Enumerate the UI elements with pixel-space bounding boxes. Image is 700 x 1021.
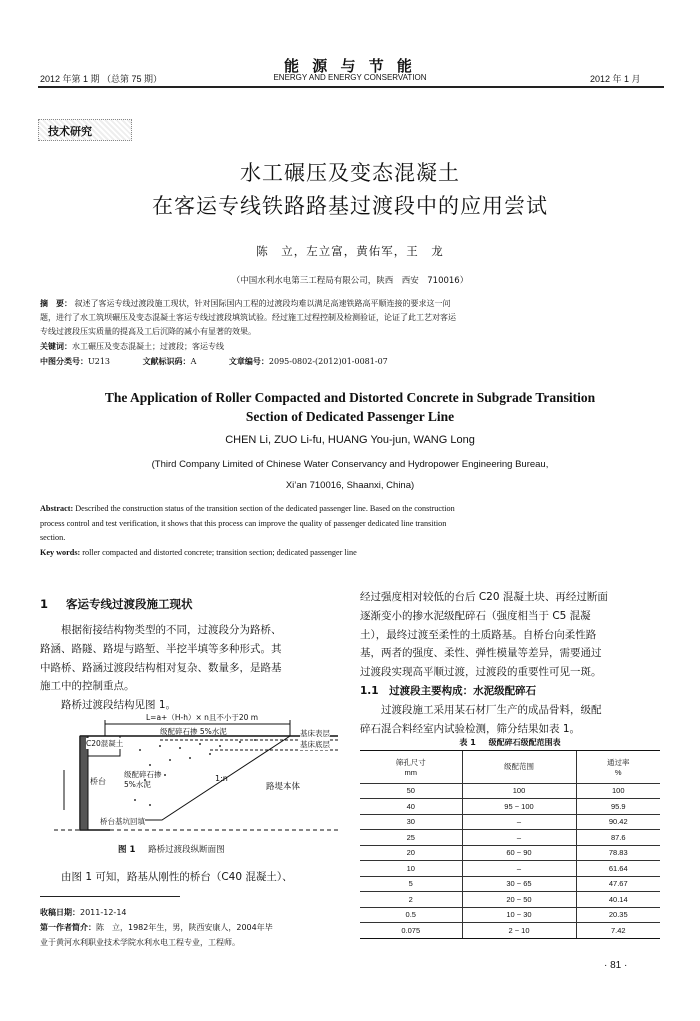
cell: – (462, 861, 576, 877)
table-1-caption (360, 737, 660, 748)
cell: – (462, 814, 576, 830)
text-line: 路桥过渡段结构见图 1。 (61, 699, 177, 712)
table-caption-title: 级配碎石级配范围表 (488, 738, 561, 747)
cell: 95 ~ 100 (462, 799, 576, 815)
subgrade-top-label: 基床表层 (300, 729, 330, 738)
authors-en: CHEN Li, ZUO Li-fu, HUANG You-jun, WANG Long (225, 434, 475, 446)
table-row (360, 876, 660, 892)
cell: 50 (360, 783, 462, 799)
text-line: 中路桥、路涵过渡段结构相对复杂、数量多，是路基 (40, 661, 282, 674)
gravel-left-line1: 级配碎石掺 (124, 770, 162, 779)
journal-name-en: ENERGY AND ENERGY CONSERVATION (273, 73, 427, 82)
article-no-value: 2095-0802-(2012)01-0081-07 (268, 357, 388, 366)
table-row (360, 861, 660, 877)
article-no-label: 文章编号： (228, 356, 269, 366)
keywords-en: roller compacted and distorted concrete; transition section; dedicated passenger line (82, 547, 357, 557)
cell: 20 (360, 845, 462, 861)
received-date: 2011-12-14 (80, 908, 127, 917)
header-text: 筛孔尺寸 (395, 757, 426, 767)
keywords-en-label: Key words: (40, 547, 81, 557)
cell: 5 (360, 876, 462, 892)
text-line: 根据衔接结构物类型的不同，过渡段分为路桥、 (61, 624, 282, 636)
gravel-left-line2: 5%水泥 (124, 780, 151, 789)
abstract-cn-label: 摘 要： (40, 298, 72, 308)
text-line: 过渡段施工采用某石材厂生产的成品骨料，级配 (381, 703, 602, 716)
affiliation-cn: （中国水利水电第三工程局有限公司，陕西 西安 710016） (231, 276, 469, 286)
cell: 7.42 (576, 923, 660, 939)
header-issue: 2012 年第 1 期 （总第 75 期） (40, 74, 163, 84)
backfill-label: 桥台基坑回填 (100, 817, 145, 826)
table-row (360, 783, 660, 799)
cell: – (462, 830, 576, 846)
text-line: 过渡段实现高平顺过渡，过渡段的重要性可见一斑。 (360, 666, 602, 679)
abstract-en (40, 502, 662, 560)
gravel-left-label (124, 770, 162, 790)
col-header-pass (576, 751, 660, 783)
cell: 100 (462, 783, 576, 799)
abstract-en-line3: section. (40, 533, 66, 542)
cell: 10 (360, 861, 462, 877)
left-paragraph-3: 由图 1 可知，路基从刚性的桥台（C40 混凝土）、 (61, 871, 293, 883)
col-header-range: 级配范围 (462, 751, 576, 783)
journal-name-cn: 能 源 与 节 能 (284, 57, 416, 75)
right-paragraph-1 (360, 588, 660, 738)
abstract-cn-line1: 叙述了客运专线过渡段施工现状，针对国际国内工程的过渡段均难以满足高速铁路高平顺连接的要求这一问 (74, 299, 451, 308)
table-row (360, 814, 660, 830)
formula-label: L=a+（H-h）× n且不小于20 m (146, 713, 259, 722)
col-header-sieve (360, 751, 462, 783)
header-text: 通过率 (607, 757, 630, 767)
gravel-top-label: 级配碎石掺 5%水泥 (160, 727, 227, 736)
header-unit: mm (404, 767, 417, 777)
abutment-label: 桥台 (90, 777, 106, 786)
header-unit: % (614, 767, 622, 777)
figure-1-caption (118, 843, 225, 855)
page-number: · 81 · (604, 960, 628, 971)
table-row (360, 923, 660, 939)
cell: 20.35 (576, 907, 660, 923)
section-title: 客运专线过渡段施工现状 (66, 597, 193, 611)
clc-label: 中图分类号： (40, 356, 88, 366)
affiliation-en-line1: (Third Company Limited of Chinese Water Conservancy and Hydropower Engineering Bureau, (151, 459, 549, 470)
cell: 47.67 (576, 876, 660, 892)
title-en-line1: The Application of Roller Compacted and Distorted Concrete in Subgrade Transition (104, 390, 596, 405)
cell: 0.075 (401, 926, 421, 935)
text-line: 逐渐变小的掺水泥级配碎石（强度相当于 C5 混凝 (360, 609, 591, 622)
header-date: 2012 年 1 月 (590, 74, 641, 84)
authors-cn: 陈 立，左立富，黄佑军，王 龙 (256, 244, 444, 258)
cell: 25 (360, 830, 462, 846)
cell: 100 (576, 783, 660, 799)
author-bio-line2: 业于黄河水利职业技术学院水利水电工程专业，工程师。 (40, 938, 240, 947)
figure-caption-text: 路桥过渡段纵断面图 (148, 845, 225, 855)
text-line: 基，两者的强度、柔性、弹性模量等差异，需要通过 (360, 647, 602, 660)
keywords-cn-label: 关键词： (40, 341, 72, 351)
abstract-en-line1: Described the construction status of the transition section of the dedicated passenger line. Based on the construction (75, 504, 455, 513)
table-header-row (360, 751, 660, 783)
abstract-en-label: Abstract: (40, 504, 74, 513)
section-number: 1 (40, 597, 49, 611)
table-1 (360, 750, 660, 939)
cell: 95.9 (576, 799, 660, 815)
table-row (360, 845, 660, 861)
abstract-cn-line2: 题，进行了水工筑坝碾压及变态混凝土客运专线过渡段填筑试验。经过施工过程控制及检测验证，论证了此工艺对客运 (40, 313, 456, 322)
c20-label: C20混凝土 (86, 739, 124, 748)
slope-label: 1:n (215, 774, 228, 783)
cell: 0.5 (360, 907, 462, 923)
received-label: 收稿日期： (40, 908, 80, 917)
abstract-en-line2: process control and test verification, it shows that this process can improve the quality of passenger dedicated line transition (40, 518, 447, 528)
subgrade-bottom-label: 基床底层 (300, 740, 330, 749)
header-rule (38, 86, 664, 88)
left-paragraph-1 (40, 621, 342, 715)
keywords-cn: 水工碾压及变态混凝土；过渡段；客运专线 (72, 342, 224, 351)
text-line: 碎石混合料经室内试验检测，筛分结果如表 1。 (360, 722, 581, 735)
figure-caption-label: 图 1 (118, 845, 136, 855)
cell: 40 (360, 799, 462, 815)
author-bio-label: 第一作者简介： (40, 923, 96, 932)
figure-1 (50, 710, 350, 845)
subsection-heading: 1.1 过渡段主要构成：水泥级配碎石 (360, 684, 537, 697)
table-row (360, 907, 660, 923)
table-row (360, 799, 660, 815)
abstract-cn-line3: 专线过渡段压实质量的提高及工后沉降的减小有显著的效果。 (40, 327, 256, 336)
abutment-wall (80, 736, 88, 830)
section-tag: 技术研究 (48, 125, 92, 138)
abstract-cn (40, 296, 660, 369)
cell: 87.6 (576, 830, 660, 846)
cell: 30 ~ 65 (462, 876, 576, 892)
footnote-rule (40, 896, 180, 897)
embankment-label: 路堤本体 (266, 782, 301, 792)
cell: 20 ~ 50 (462, 892, 576, 908)
cell: 60 ~ 90 (462, 845, 576, 861)
footnote (40, 905, 346, 950)
cell: 30 (360, 814, 462, 830)
table-row (360, 892, 660, 908)
cell: 61.64 (576, 861, 660, 877)
text-line: 施工中的控制重点。 (40, 680, 135, 693)
cell: 2 ~ 10 (462, 923, 576, 939)
title-cn-line1: 水工碾压及变态混凝土 (240, 161, 460, 185)
text-line: 经过强度相对较低的台后 C20 混凝土块、再经过断面 (360, 591, 608, 603)
title-cn-line2: 在客运专线铁路路基过渡段中的应用尝试 (152, 194, 548, 218)
title-en-line2: Section of Dedicated Passenger Line (245, 409, 455, 424)
table-row (360, 830, 660, 846)
cell: 78.83 (576, 845, 660, 861)
doc-code-label: 文献标识码： (142, 356, 191, 366)
text-line: 路涵、路隧、路堤与路堑、半挖半填等多种形式。其 (40, 642, 282, 655)
cell: 10 ~ 30 (462, 907, 576, 923)
clc-value: U213 (88, 357, 111, 366)
cell: 90.42 (576, 814, 660, 830)
cell: 40.14 (576, 892, 660, 908)
cell: 2 (360, 892, 462, 908)
author-bio-line1: 陈 立，1982年生，男，陕西安康人，2004年毕 (96, 923, 273, 932)
affiliation-en-line2: Xi’an 710016, Shaanxi, China) (285, 480, 415, 491)
table-caption-label: 表 1 (459, 738, 476, 747)
text-line: 土），最终过渡至柔性的土质路基。自桥台向柔性路 (360, 628, 597, 641)
doc-code-value: A (190, 357, 197, 366)
section-heading-1 (40, 596, 193, 612)
